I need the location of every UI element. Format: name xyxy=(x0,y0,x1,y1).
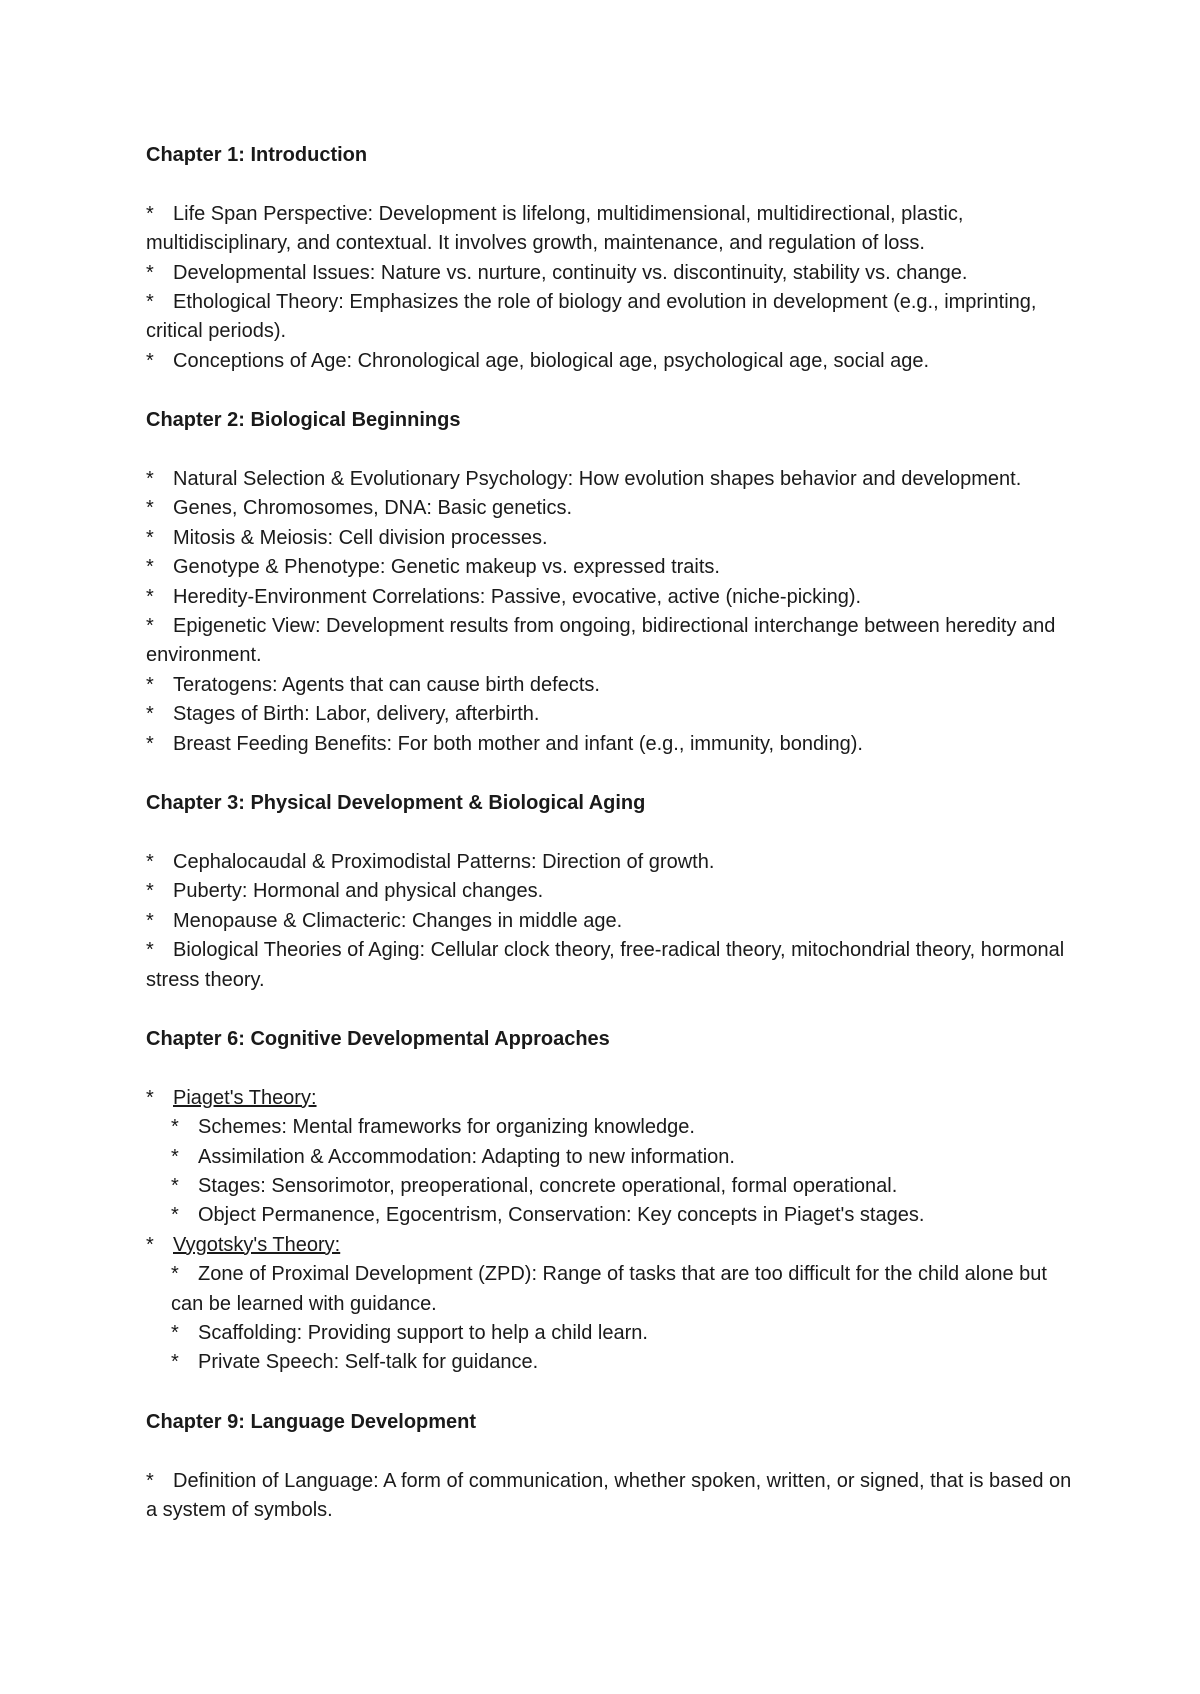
bullet-text: Teratogens: Agents that can cause birth defects. xyxy=(173,673,600,696)
bullet-item xyxy=(146,936,1076,995)
bullet-marker: * xyxy=(146,615,154,638)
bullet-item xyxy=(146,347,1076,376)
bullet-item xyxy=(146,465,1076,494)
bullet-text: Stages: Sensorimotor, preoperational, concrete operational, formal operational. xyxy=(198,1174,898,1197)
chapter-heading: Chapter 3: Physical Development & Biological Aging xyxy=(146,792,646,815)
bullet-marker: * xyxy=(171,1145,179,1168)
bullet-marker: * xyxy=(146,732,154,755)
bullet-item xyxy=(146,1084,1076,1113)
bullet-marker: * xyxy=(146,497,154,520)
bullet-item xyxy=(146,1231,1076,1260)
bullet-marker: * xyxy=(171,1174,179,1197)
bullet-marker: * xyxy=(171,1351,179,1374)
bullet-text: Cephalocaudal & Proximodistal Patterns: Direction of growth. xyxy=(173,850,715,873)
bullet-item xyxy=(146,200,1076,259)
bullet-marker: * xyxy=(146,1233,154,1256)
bullet-item xyxy=(146,288,1076,347)
bullet-marker: * xyxy=(146,880,154,903)
bullet-text: Mitosis & Meiosis: Cell division processes. xyxy=(173,526,548,549)
sub-bullet-item xyxy=(146,1113,1076,1142)
bullet-item xyxy=(146,700,1076,729)
bullet-item xyxy=(146,671,1076,700)
subsection-label: Piaget's Theory: xyxy=(173,1086,317,1109)
bullet-text: Object Permanence, Egocentrism, Conservation: Key concepts in Piaget's stages. xyxy=(198,1204,925,1227)
bullet-marker: * xyxy=(146,291,154,314)
bullet-marker: * xyxy=(146,526,154,549)
bullet-marker: * xyxy=(146,909,154,932)
bullet-marker: * xyxy=(171,1116,179,1139)
bullet-item xyxy=(146,877,1076,906)
bullet-text: Puberty: Hormonal and physical changes. xyxy=(173,880,544,903)
bullet-item xyxy=(146,907,1076,936)
bullet-text: Schemes: Mental frameworks for organizing knowledge. xyxy=(198,1116,695,1139)
bullet-text: Heredity-Environment Correlations: Passive, evocative, active (niche-picking). xyxy=(173,585,862,608)
sub-bullet-item xyxy=(146,1348,1076,1377)
bullet-text: Genes, Chromosomes, DNA: Basic genetics. xyxy=(173,497,573,520)
bullet-marker: * xyxy=(146,850,154,873)
bullet-marker: * xyxy=(146,556,154,579)
chapter-heading: Chapter 2: Biological Beginnings xyxy=(146,409,461,432)
bullet-item xyxy=(146,730,1076,759)
bullet-text: Definition of Language: A form of communication, whether spoken, written, or signed, that is based on a system of symbols. xyxy=(146,1469,1072,1521)
bullet-item xyxy=(146,259,1076,288)
bullet-marker: * xyxy=(146,585,154,608)
bullet-marker: * xyxy=(171,1321,179,1344)
bullet-text: Epigenetic View: Development results from ongoing, bidirectional interchange between heredity and environment. xyxy=(146,615,1056,667)
bullet-text: Assimilation & Accommodation: Adapting to new information. xyxy=(198,1145,735,1168)
chapter-heading: Chapter 1: Introduction xyxy=(146,144,368,166)
bullet-text: Menopause & Climacteric: Changes in middle age. xyxy=(173,909,623,932)
bullet-marker: * xyxy=(146,1469,154,1492)
bullet-marker: * xyxy=(171,1263,179,1286)
bullet-marker: * xyxy=(146,673,154,696)
bullet-item xyxy=(146,524,1076,553)
chapter-section xyxy=(146,141,1076,376)
sub-bullet-item xyxy=(146,1319,1076,1348)
bullet-item xyxy=(146,494,1076,523)
chapter-section xyxy=(146,789,1076,995)
bullet-text: Genotype & Phenotype: Genetic makeup vs. expressed traits. xyxy=(173,556,720,579)
subsection-label: Vygotsky's Theory: xyxy=(173,1233,341,1256)
chapter-section xyxy=(146,406,1076,759)
sub-bullet-item xyxy=(146,1172,1076,1201)
bullet-marker: * xyxy=(146,939,154,962)
bullet-text: Conceptions of Age: Chronological age, biological age, psychological age, social age. xyxy=(173,349,930,372)
bullet-marker: * xyxy=(146,703,154,726)
bullet-item xyxy=(146,1467,1076,1526)
bullet-text: Biological Theories of Aging: Cellular clock theory, free-radical theory, mitochondrial theory, hormonal stress theory. xyxy=(146,939,1065,991)
bullet-text: Ethological Theory: Emphasizes the role of biology and evolution in development (e.g., imprinting, critical periods). xyxy=(146,291,1037,343)
bullet-text: Scaffolding: Providing support to help a child learn. xyxy=(198,1321,648,1344)
bullet-marker: * xyxy=(171,1204,179,1227)
bullet-marker: * xyxy=(146,261,154,284)
bullet-marker: * xyxy=(146,1086,154,1109)
bullet-text: Developmental Issues: Nature vs. nurture, continuity vs. discontinuity, stability vs. change. xyxy=(173,261,968,284)
bullet-text: Breast Feeding Benefits: For both mother and infant (e.g., immunity, bonding). xyxy=(173,732,863,755)
bullet-item xyxy=(146,612,1076,671)
bullet-text: Life Span Perspective: Development is lifelong, multidimensional, multidirectional, plastic, multidisciplinary, and contextual. It involves growth, maintenance, and regulation of loss. xyxy=(146,202,964,255)
sub-bullet-item xyxy=(146,1260,1076,1319)
bullet-marker: * xyxy=(146,349,154,372)
bullet-text: Stages of Birth: Labor, delivery, afterbirth. xyxy=(173,703,540,726)
bullet-text: Natural Selection & Evolutionary Psychology: How evolution shapes behavior and development. xyxy=(173,468,1022,491)
bullet-marker: * xyxy=(146,468,154,491)
bullet-text: Zone of Proximal Development (ZPD): Range of tasks that are too difficult for the child alone but can be learned with guidance. xyxy=(171,1263,1047,1315)
sub-bullet-item xyxy=(146,1143,1076,1172)
bullet-item xyxy=(146,848,1076,877)
chapter-heading: Chapter 9: Language Development xyxy=(146,1410,477,1433)
chapter-section xyxy=(146,1408,1076,1526)
bullet-text: Private Speech: Self-talk for guidance. xyxy=(198,1351,539,1374)
bullet-marker: * xyxy=(146,202,154,225)
document-page xyxy=(146,141,1076,1555)
chapter-heading: Chapter 6: Cognitive Developmental Approaches xyxy=(146,1027,610,1050)
chapter-section xyxy=(146,1025,1076,1378)
sub-bullet-item xyxy=(146,1201,1076,1230)
bullet-item xyxy=(146,553,1076,582)
bullet-item xyxy=(146,583,1076,612)
